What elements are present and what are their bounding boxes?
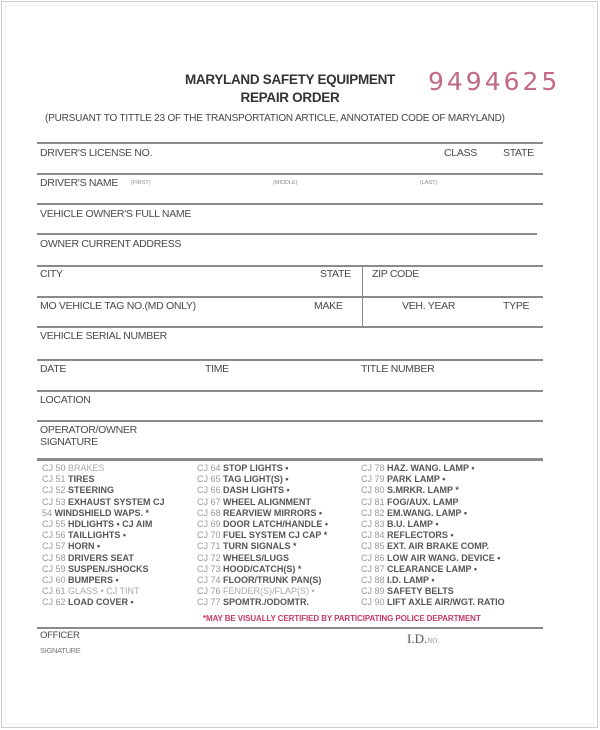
license-state-label: STATE [503, 147, 534, 159]
vehicle-serial-label: VEHICLE SERIAL NUMBER [40, 330, 167, 342]
checklist-item[interactable]: CJ 90 LIFT AXLE AIR/WGT. RATIO [361, 597, 505, 608]
location-label: LOCATION [40, 394, 91, 406]
date-label: DATE [40, 363, 67, 375]
time-label: TIME [205, 363, 229, 375]
name-first-hint: (FIRST) [131, 180, 151, 186]
form-title-line2: REPAIR ORDER [240, 90, 340, 105]
rule [37, 627, 543, 629]
drivers-name-label: DRIVER'S NAME [40, 177, 119, 189]
checklist-item[interactable]: CJ 68 REARVIEW MIRRORS • [197, 507, 323, 518]
rule [37, 326, 543, 328]
rule [37, 458, 543, 461]
rule [37, 173, 543, 175]
certification-notice: *MAY BE VISUALLY CERTIFIED BY PARTICIPATING POLICE DEPARTMENT [203, 614, 481, 623]
checklist-item[interactable]: CJ 50 BRAKES [42, 463, 105, 473]
checklist-item[interactable]: CJ 57 HORN • [42, 541, 101, 552]
checklist-item[interactable]: CJ 76 FENDER(S)/FLAP(S) • [197, 586, 315, 597]
checklist-item[interactable]: CJ 77 SPOMTR./ODOMTR. [197, 597, 310, 608]
checklist-item[interactable]: CJ 89 SAFETY BELTS [361, 586, 454, 597]
checklist-item[interactable]: CJ 80 S.MRKR. LAMP * [361, 485, 459, 496]
checklist-item[interactable]: CJ 60 BUMPERS • [42, 575, 119, 586]
checklist-item[interactable]: CJ 88 I.D. LAMP • [361, 575, 435, 586]
checklist-item[interactable]: CJ 66 DASH LIGHTS • [197, 485, 290, 496]
checklist-item[interactable]: CJ 82 EM.WANG. LAMP • [361, 507, 468, 518]
checklist-item[interactable]: CJ 61 GLASS • CJ TINT [42, 586, 140, 597]
checklist-item[interactable]: CJ 71 TURN SIGNALS * [197, 541, 297, 552]
rule [37, 233, 537, 235]
checklist-item[interactable]: CJ 67 WHEEL ALIGNMENT [197, 496, 312, 507]
checklist-item[interactable]: CJ 87 CLEARANCE LAMP • [361, 563, 478, 574]
form-title-line1: MARYLAND SAFETY EQUIPMENT [184, 72, 395, 87]
make-label: MAKE [314, 300, 343, 312]
serial-number: 9494625 [428, 67, 561, 96]
operator-signature-label-1: OPERATOR/OWNER [40, 424, 137, 436]
checklist-item[interactable]: CJ 64 STOP LIGHTS • [197, 463, 289, 473]
checklist-column-3 [361, 463, 505, 609]
name-last-hint: (LAST) [420, 180, 438, 186]
checklist-column-1 [42, 463, 165, 609]
checklist-item[interactable]: CJ 52 STEERING [42, 485, 115, 496]
checklist-item[interactable]: 54 WINDSHIELD WAPS. * [42, 507, 150, 518]
vehicle-type-label: TYPE [503, 300, 530, 312]
rule [37, 420, 543, 422]
id-number-label: I.D.NO. [407, 631, 440, 646]
rule [37, 203, 543, 205]
checklist-item[interactable]: CJ 51 TIRES [42, 474, 95, 485]
rule [37, 265, 543, 267]
name-middle-hint: (MIDDLE) [273, 180, 298, 186]
checklist-item[interactable]: CJ 73 HOOD/CATCH(S) * [197, 563, 302, 574]
checklist-item[interactable]: CJ 74 FLOOR/TRUNK PAN(S) [197, 575, 322, 586]
rule [37, 390, 543, 392]
checklist-item[interactable]: CJ 69 DOOR LATCH/HANDLE • [197, 519, 329, 530]
checklist-item[interactable]: CJ 53 EXHAUST SYSTEM CJ [42, 496, 165, 507]
checklist-item[interactable]: CJ 65 TAG LIGHT(S) • [197, 474, 289, 485]
owner-address-label: OWNER CURRENT ADDRESS [40, 238, 182, 250]
city-label: CITY [40, 268, 63, 280]
officer-label: OFFICER [40, 630, 80, 641]
checklist-item[interactable]: CJ 62 LOAD COVER • [42, 597, 134, 608]
checklist-item[interactable]: CJ 86 LOW AIR WANG. DEVICE • [361, 552, 501, 563]
checklist-item[interactable]: CJ 72 WHEELS/LUGS [197, 552, 290, 563]
drivers-license-label: DRIVER'S LICENSE NO. [40, 147, 153, 159]
form-subtitle: (PURSUANT TO TITTLE 23 OF THE TRANSPORTATION ARTICLE, ANNOTATED CODE OF MARYLAND) [45, 113, 505, 124]
tag-number-label: MO VEHICLE TAG NO.(MD ONLY) [40, 300, 196, 312]
vehicle-year-label: VEH. YEAR [402, 300, 456, 312]
checklist-item[interactable]: CJ 85 EXT. AIR BRAKE COMP. [361, 541, 490, 552]
checklist-item[interactable]: CJ 79 PARK LAMP • [361, 474, 446, 485]
checklist-item[interactable]: CJ 56 TAILLIGHTS • [42, 530, 127, 541]
rule [37, 359, 543, 361]
title-number-label: TITLE NUMBER [361, 363, 435, 375]
checklist-item[interactable]: CJ 70 FUEL SYSTEM CJ CAP * [197, 530, 328, 541]
address-state-label: STATE [320, 268, 351, 280]
checklist-item[interactable]: CJ 59 SUSPEN./SHOCKS [42, 563, 149, 574]
class-label: CLASS [444, 147, 477, 159]
checklist-item[interactable]: CJ 78 HAZ. WANG. LAMP • [361, 463, 475, 473]
checklist-item[interactable]: CJ 58 DRIVERS SEAT [42, 552, 134, 563]
checklist-item[interactable]: CJ 81 FOG/AUX. LAMP [361, 496, 459, 507]
checklist-item[interactable]: CJ 84 REFLECTORS • [361, 530, 454, 541]
owner-full-name-label: VEHICLE OWNER'S FULL NAME [40, 208, 192, 220]
rule [37, 142, 543, 144]
checklist-item[interactable]: CJ 55 HDLIGHTS • CJ AIM [42, 519, 153, 530]
checklist-item[interactable]: CJ 83 B.U. LAMP • [361, 519, 439, 530]
rule [37, 296, 543, 298]
checklist-column-2 [197, 463, 328, 609]
zip-code-label: ZIP CODE [372, 268, 419, 280]
operator-signature-label-2: SIGNATURE [40, 436, 98, 448]
officer-signature-label: SIGNATURE [40, 646, 81, 655]
